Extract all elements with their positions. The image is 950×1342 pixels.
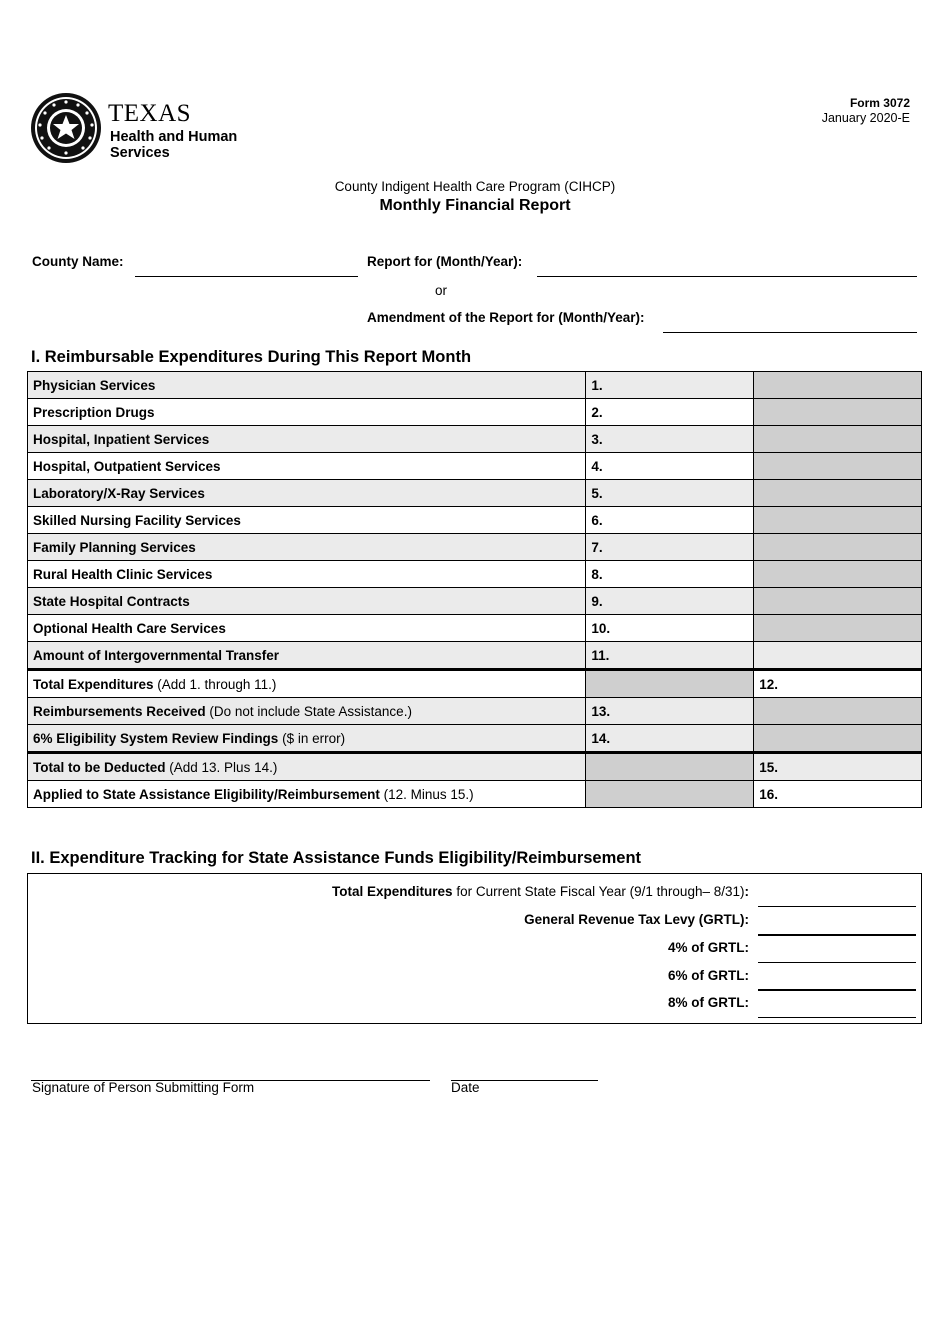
county-name-field[interactable]: [135, 276, 358, 277]
amount-cell: [754, 642, 922, 670]
row-label: Laboratory/X-Ray Services: [33, 485, 205, 501]
row-number: 8.: [586, 561, 754, 588]
or-text: or: [435, 283, 448, 298]
row-note: (Add 13. Plus 14.): [165, 759, 278, 775]
table-row: [28, 561, 922, 588]
amount-cell: [754, 399, 922, 426]
row-note: (12. Minus 15.): [379, 786, 474, 802]
row-number: 5.: [586, 480, 754, 507]
table-row: [28, 534, 922, 561]
amount-cell: [754, 588, 922, 615]
amount-cell: [754, 725, 922, 753]
row-label: Prescription Drugs: [33, 404, 155, 420]
row-label: Rural Health Clinic Services: [33, 566, 213, 582]
row-number: 2.: [586, 399, 754, 426]
row-note: ($ in error): [278, 730, 346, 746]
amount-cell: [754, 480, 922, 507]
table-row: [28, 399, 922, 426]
date-label: Date: [451, 1080, 480, 1095]
program-name: County Indigent Health Care Program (CIHCP): [334, 179, 616, 194]
grtl-6-label: 6% of GRTL:: [668, 968, 749, 983]
report-for-field[interactable]: [537, 276, 917, 277]
row-label: Hospital, Outpatient Services: [33, 458, 221, 474]
logo-wordmark-texas: TEXAS: [108, 100, 192, 127]
row-number: 7.: [586, 534, 754, 561]
row-label: Total to be Deducted: [33, 759, 166, 775]
total-expenditures-colon: :: [744, 884, 749, 899]
row-label: Applied to State Assistance Eligibility/Reimbursement: [33, 786, 380, 802]
total-expenditures-rest: for Current State Fiscal Year (9/1 through– 8/31): [452, 884, 745, 899]
table-row: [28, 725, 922, 753]
row-label: Optional Health Care Services: [33, 620, 226, 636]
row-number: 12.: [754, 670, 922, 698]
grtl-label: General Revenue Tax Levy (GRTL):: [524, 912, 749, 927]
amount-cell: [754, 507, 922, 534]
row-label: Skilled Nursing Facility Services: [33, 512, 241, 528]
row-number: 1.: [586, 372, 754, 399]
row-number: 15.: [754, 753, 922, 781]
row-number: 4.: [586, 453, 754, 480]
amount-cell: [754, 534, 922, 561]
amount-cell: [754, 615, 922, 642]
amount-cell: [754, 561, 922, 588]
table-row: [28, 480, 922, 507]
grtl-4-field[interactable]: [758, 962, 916, 963]
table-row: [28, 753, 922, 781]
row-number: 14.: [586, 725, 754, 753]
table-row: [28, 507, 922, 534]
row-number: 3.: [586, 426, 754, 453]
amendment-field[interactable]: [663, 332, 917, 333]
row-label: Total Expenditures: [33, 676, 154, 692]
grtl-8-label: 8% of GRTL:: [668, 995, 749, 1010]
amount-cell: [754, 426, 922, 453]
form-date: January 2020-E: [821, 111, 910, 125]
amendment-label: Amendment of the Report for (Month/Year):: [367, 310, 645, 325]
row-label: Hospital, Inpatient Services: [33, 431, 210, 447]
table-row: [28, 642, 922, 670]
row-label: Physician Services: [33, 377, 156, 393]
row-label: Reimbursements Received: [33, 703, 206, 719]
row-note: (Do not include State Assistance.): [205, 703, 412, 719]
logo-wordmark-line3: Services: [110, 145, 170, 161]
table-row: [28, 781, 922, 808]
signature-label: Signature of Person Submitting Form: [32, 1080, 255, 1095]
row-number: 10.: [586, 615, 754, 642]
amount-cell: [754, 698, 922, 725]
report-for-label: Report for (Month/Year):: [367, 254, 523, 269]
table-row: [28, 426, 922, 453]
table-row: [28, 670, 922, 698]
amount-cell: [586, 670, 754, 698]
table-row: [28, 698, 922, 725]
section-2-heading: II. Expenditure Tracking for State Assistance Funds Eligibility/Reimbursement: [31, 849, 642, 867]
row-number: 6.: [586, 507, 754, 534]
total-expenditures-bold: Total Expenditures: [332, 884, 453, 899]
row-number: 11.: [586, 642, 754, 670]
row-label: State Hospital Contracts: [33, 593, 190, 609]
form-number: Form 3072: [849, 96, 910, 110]
amount-cell: [586, 781, 754, 808]
row-note: (Add 1. through 11.): [153, 676, 277, 692]
row-number: 13.: [586, 698, 754, 725]
total-expenditures-label: [332, 884, 749, 899]
grtl-4-label: 4% of GRTL:: [668, 940, 749, 955]
grtl-field[interactable]: [758, 934, 916, 936]
page-title: Monthly Financial Report: [379, 197, 571, 214]
row-number: 9.: [586, 588, 754, 615]
county-name-label: County Name:: [32, 254, 124, 269]
amount-cell: [586, 753, 754, 781]
row-label: Family Planning Services: [33, 539, 196, 555]
expenditures-table: [27, 371, 922, 808]
table-row: [28, 453, 922, 480]
table-row: [28, 372, 922, 399]
amount-cell: [754, 453, 922, 480]
total-expenditures-field[interactable]: [758, 906, 916, 907]
amount-cell: [754, 372, 922, 399]
logo-wordmark-line2: Health and Human: [110, 129, 238, 145]
row-label: 6% Eligibility System Review Findings: [33, 730, 279, 746]
table-row: [28, 615, 922, 642]
grtl-6-field[interactable]: [758, 989, 916, 991]
table-row: [28, 588, 922, 615]
grtl-8-field[interactable]: [758, 1017, 916, 1018]
expenditure-tracking-box: [27, 873, 922, 1024]
row-number: 16.: [754, 781, 922, 808]
row-label: Amount of Intergovernmental Transfer: [33, 647, 280, 663]
section-1-heading: I. Reimbursable Expenditures During This Report Month: [31, 348, 472, 366]
